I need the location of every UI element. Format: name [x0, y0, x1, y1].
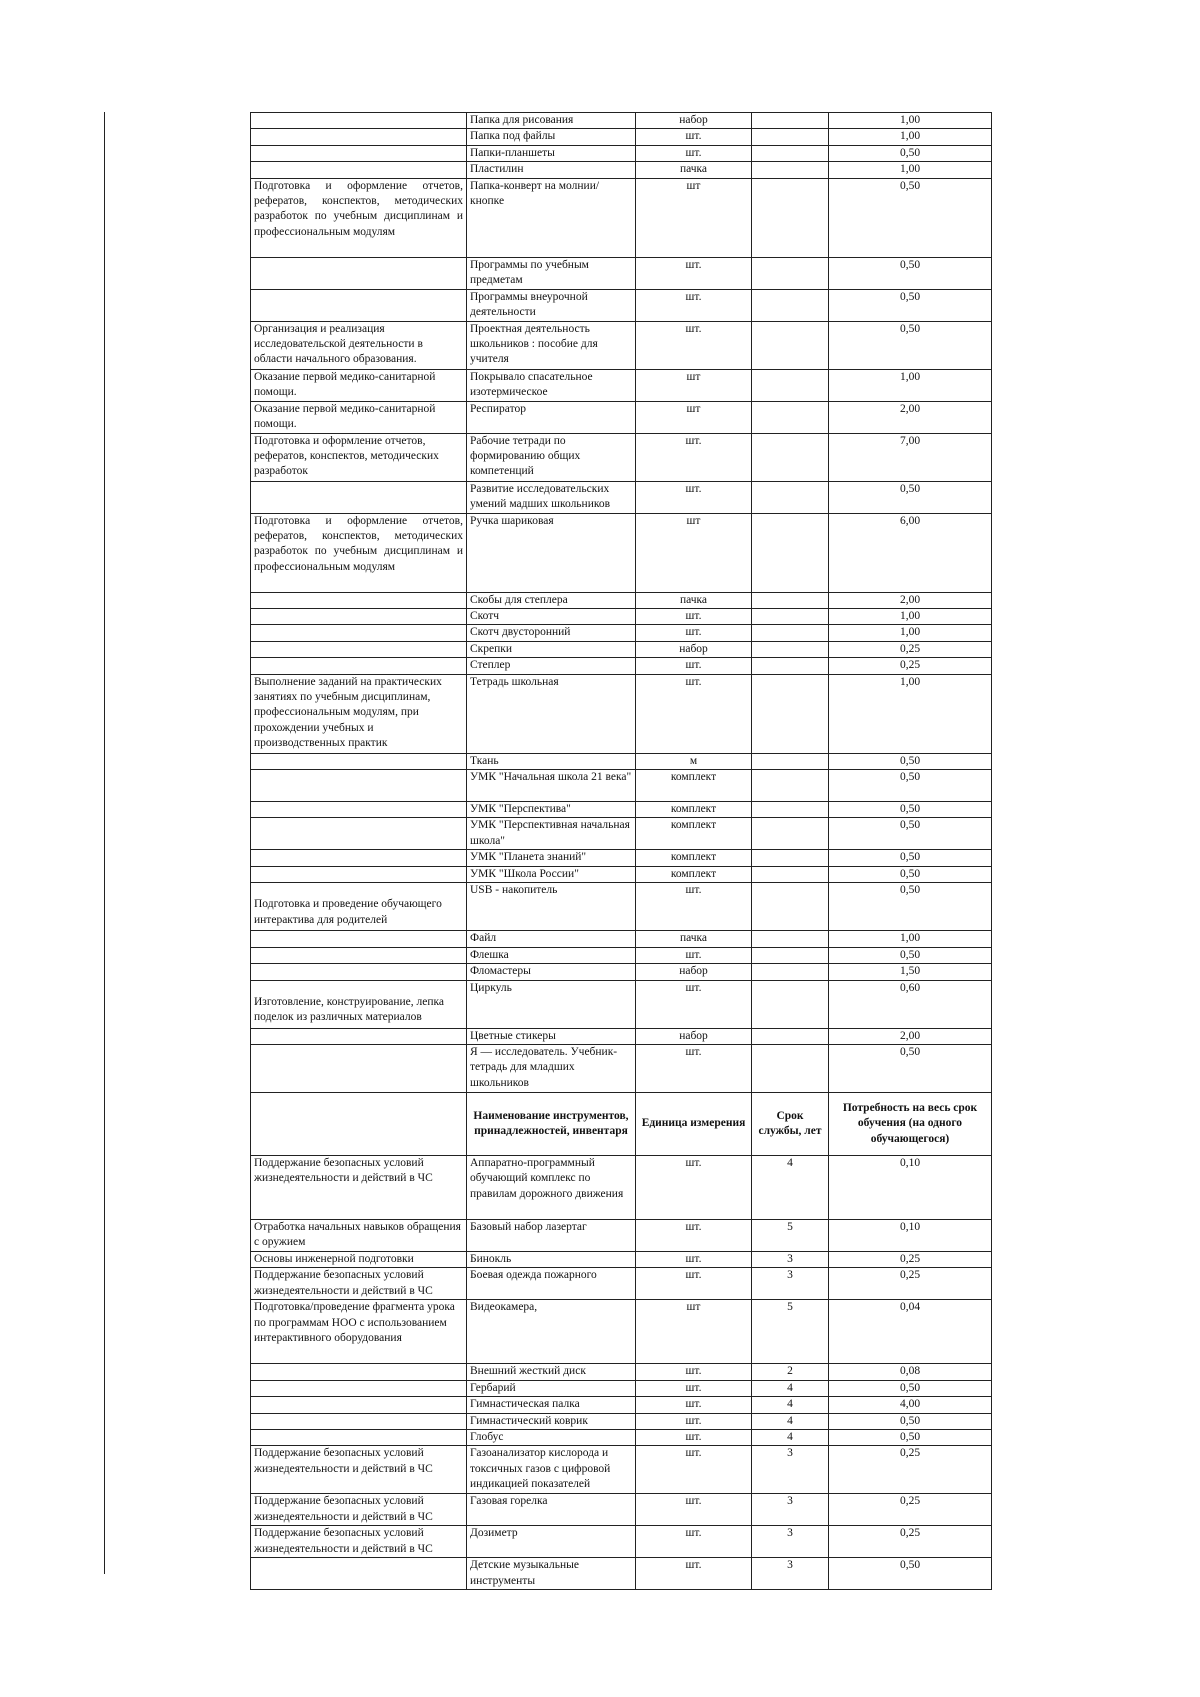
- purpose-cell: Поддержание безопасных условий жизнедеятельности и действий в ЧС: [251, 1446, 467, 1494]
- item-name-cell: УМК "Перспективная начальная школа": [467, 818, 636, 850]
- item-name-cell: Ткань: [467, 753, 636, 769]
- item-name-cell: Гимнастический коврик: [467, 1413, 636, 1429]
- item-name-cell: Гербарий: [467, 1380, 636, 1396]
- purpose-cell: [251, 1429, 467, 1445]
- unit-cell: шт.: [636, 1494, 752, 1526]
- service-life-cell: 3: [752, 1446, 829, 1494]
- table-row: [251, 1558, 992, 1590]
- item-name-cell: УМК "Планета знаний": [467, 850, 636, 866]
- quantity-cell: 0,25: [829, 1526, 992, 1558]
- table-row: [251, 947, 992, 963]
- unit-cell: набор: [636, 641, 752, 657]
- item-name-cell: Проектная деятельность школьников : пособие для учителя: [467, 321, 636, 369]
- purpose-cell: [251, 289, 467, 321]
- quantity-cell: 2,00: [829, 401, 992, 433]
- purpose-cell: Поддержание безопасных условий жизнедеятельности и действий в ЧС: [251, 1526, 467, 1558]
- purpose-cell: [251, 113, 467, 129]
- purpose-cell: Подготовка и оформление отчетов, рефератов, конспектов, методических разработок: [251, 433, 467, 481]
- item-name-cell: USB - накопитель: [467, 883, 636, 931]
- item-name-cell: Газовая горелка: [467, 1494, 636, 1526]
- item-name-cell: Аппаратно-программный обучающий комплекс по правилам дорожного движения: [467, 1155, 636, 1219]
- service-life-cell: [752, 964, 829, 980]
- quantity-cell: 0,50: [829, 1413, 992, 1429]
- purpose-cell: [251, 964, 467, 980]
- quantity-cell: 0,50: [829, 178, 992, 257]
- table-row: [251, 609, 992, 625]
- service-life-cell: [752, 658, 829, 674]
- quantity-cell: 0,50: [829, 1429, 992, 1445]
- purpose-cell: [251, 753, 467, 769]
- service-life-cell: [752, 802, 829, 818]
- table-row: [251, 980, 992, 1028]
- table-row: [251, 1380, 992, 1396]
- purpose-cell: [251, 1558, 467, 1590]
- purpose-cell: [251, 145, 467, 161]
- materials-section: [251, 113, 992, 1093]
- header-service-life: Срок службы, лет: [752, 1092, 829, 1155]
- item-name-cell: Газоанализатор кислорода и токсичных газов с цифровой индикацией показателей: [467, 1446, 636, 1494]
- quantity-cell: 0,04: [829, 1300, 992, 1364]
- tools-section: [251, 1155, 992, 1589]
- item-name-cell: Я — исследователь. Учебник-тетрадь для младших школьников: [467, 1044, 636, 1092]
- table-row: [251, 1413, 992, 1429]
- service-life-cell: [752, 481, 829, 513]
- purpose-cell: Поддержание безопасных условий жизнедеятельности и действий в ЧС: [251, 1268, 467, 1300]
- item-name-cell: Циркуль: [467, 980, 636, 1028]
- table-row: [251, 1219, 992, 1251]
- service-life-cell: 4: [752, 1155, 829, 1219]
- table-row: [251, 1028, 992, 1044]
- table-row: [251, 770, 992, 802]
- quantity-cell: 0,50: [829, 1044, 992, 1092]
- quantity-cell: 1,50: [829, 964, 992, 980]
- unit-cell: комплект: [636, 802, 752, 818]
- purpose-cell: [251, 1380, 467, 1396]
- purpose-cell: [251, 481, 467, 513]
- quantity-cell: 1,00: [829, 625, 992, 641]
- purpose-cell: [251, 162, 467, 178]
- table-row: [251, 1429, 992, 1445]
- table-row: [251, 641, 992, 657]
- service-life-cell: [752, 850, 829, 866]
- service-life-cell: 5: [752, 1300, 829, 1364]
- quantity-cell: 0,50: [829, 1558, 992, 1590]
- unit-cell: шт.: [636, 1526, 752, 1558]
- quantity-cell: 1,00: [829, 931, 992, 947]
- service-life-cell: [752, 433, 829, 481]
- table-row: [251, 866, 992, 882]
- table-row: [251, 1526, 992, 1558]
- item-name-cell: Дозиметр: [467, 1526, 636, 1558]
- unit-cell: шт.: [636, 1558, 752, 1590]
- table-row: [251, 964, 992, 980]
- tools-header-section: [251, 1092, 992, 1155]
- item-name-cell: Тетрадь школьная: [467, 674, 636, 753]
- unit-cell: шт: [636, 513, 752, 592]
- unit-cell: шт.: [636, 674, 752, 753]
- table-row: [251, 883, 992, 931]
- table-row: [251, 178, 992, 257]
- unit-cell: комплект: [636, 818, 752, 850]
- item-name-cell: Базовый набор лазертаг: [467, 1219, 636, 1251]
- item-name-cell: Программы внеурочной деятельности: [467, 289, 636, 321]
- quantity-cell: 0,10: [829, 1155, 992, 1219]
- purpose-cell: [251, 609, 467, 625]
- purpose-cell: Подготовка и оформление отчетов, рефератов, конспектов, методических разработок по учебным дисциплинам и профессиональным модулям: [251, 513, 467, 592]
- purpose-cell: Оказание первой медико-санитарной помощи.: [251, 369, 467, 401]
- service-life-cell: 4: [752, 1413, 829, 1429]
- purpose-cell: Оказание первой медико-санитарной помощи.: [251, 401, 467, 433]
- service-life-cell: [752, 980, 829, 1028]
- item-name-cell: УМК "Перспектива": [467, 802, 636, 818]
- quantity-cell: 4,00: [829, 1397, 992, 1413]
- table-row: [251, 481, 992, 513]
- purpose-cell: Изготовление, конструирование, лепка поделок из различных материалов: [251, 980, 467, 1028]
- quantity-cell: 0,25: [829, 658, 992, 674]
- service-life-cell: [752, 369, 829, 401]
- service-life-cell: [752, 1044, 829, 1092]
- service-life-cell: [752, 162, 829, 178]
- quantity-cell: 1,00: [829, 674, 992, 753]
- quantity-cell: 0,50: [829, 321, 992, 369]
- unit-cell: шт.: [636, 1268, 752, 1300]
- unit-cell: шт.: [636, 1446, 752, 1494]
- item-name-cell: УМК "Начальная школа 21 века": [467, 770, 636, 802]
- item-name-cell: Программы по учебным предметам: [467, 257, 636, 289]
- purpose-cell: [251, 818, 467, 850]
- service-life-cell: [752, 866, 829, 882]
- item-name-cell: Гимнастическая палка: [467, 1397, 636, 1413]
- item-name-cell: Папка-конверт на молнии/кнопке: [467, 178, 636, 257]
- item-name-cell: Фломастеры: [467, 964, 636, 980]
- item-name-cell: Боевая одежда пожарного: [467, 1268, 636, 1300]
- purpose-cell: [251, 1044, 467, 1092]
- quantity-cell: 1,00: [829, 369, 992, 401]
- item-name-cell: Внешний жесткий диск: [467, 1364, 636, 1380]
- unit-cell: пачка: [636, 931, 752, 947]
- item-name-cell: Скотч двусторонний: [467, 625, 636, 641]
- quantity-cell: 0,50: [829, 289, 992, 321]
- unit-cell: шт.: [636, 609, 752, 625]
- table-row: [251, 1364, 992, 1380]
- unit-cell: шт.: [636, 321, 752, 369]
- quantity-cell: 0,25: [829, 1446, 992, 1494]
- unit-cell: шт.: [636, 1044, 752, 1092]
- left-margin-line: [104, 112, 105, 1574]
- quantity-cell: 2,00: [829, 1028, 992, 1044]
- service-life-cell: [752, 818, 829, 850]
- quantity-cell: 0,50: [829, 145, 992, 161]
- unit-cell: набор: [636, 113, 752, 129]
- table-row: [251, 113, 992, 129]
- unit-cell: шт.: [636, 1380, 752, 1396]
- service-life-cell: [752, 401, 829, 433]
- unit-cell: шт.: [636, 625, 752, 641]
- table-row: [251, 321, 992, 369]
- table-row: [251, 1300, 992, 1364]
- table-row: [251, 145, 992, 161]
- unit-cell: набор: [636, 1028, 752, 1044]
- unit-cell: шт: [636, 178, 752, 257]
- table-row: [251, 674, 992, 753]
- unit-cell: шт.: [636, 129, 752, 145]
- service-life-cell: 3: [752, 1558, 829, 1590]
- unit-cell: пачка: [636, 162, 752, 178]
- quantity-cell: 6,00: [829, 513, 992, 592]
- unit-cell: шт.: [636, 1397, 752, 1413]
- item-name-cell: Детские музыкальные инструменты: [467, 1558, 636, 1590]
- item-name-cell: Папка для рисования: [467, 113, 636, 129]
- quantity-cell: 0,25: [829, 1251, 992, 1267]
- item-name-cell: Флешка: [467, 947, 636, 963]
- table-row: [251, 1251, 992, 1267]
- service-life-cell: [752, 770, 829, 802]
- unit-cell: шт: [636, 1300, 752, 1364]
- quantity-cell: 0,50: [829, 753, 992, 769]
- purpose-cell: [251, 931, 467, 947]
- table-row: [251, 1155, 992, 1219]
- purpose-cell: [251, 802, 467, 818]
- item-name-cell: Бинокль: [467, 1251, 636, 1267]
- quantity-cell: 0,25: [829, 641, 992, 657]
- service-life-cell: 5: [752, 1219, 829, 1251]
- table-row: [251, 257, 992, 289]
- purpose-cell: [251, 850, 467, 866]
- table-row: [251, 289, 992, 321]
- service-life-cell: [752, 321, 829, 369]
- table-row: [251, 818, 992, 850]
- item-name-cell: Степлер: [467, 658, 636, 674]
- service-life-cell: 3: [752, 1268, 829, 1300]
- table-row: [251, 625, 992, 641]
- service-life-cell: 3: [752, 1251, 829, 1267]
- header-purpose: [251, 1092, 467, 1155]
- unit-cell: шт.: [636, 1251, 752, 1267]
- service-life-cell: 2: [752, 1364, 829, 1380]
- unit-cell: комплект: [636, 866, 752, 882]
- purpose-cell: Подготовка и оформление отчетов, рефератов, конспектов, методических разработок по учебным дисциплинам и профессиональным модулям: [251, 178, 467, 257]
- service-life-cell: [752, 609, 829, 625]
- purpose-cell: Подготовка и проведение обучающего интерактива для родителей: [251, 883, 467, 931]
- table-row: [251, 850, 992, 866]
- service-life-cell: [752, 113, 829, 129]
- purpose-cell: [251, 947, 467, 963]
- quantity-cell: 0,25: [829, 1268, 992, 1300]
- unit-cell: м: [636, 753, 752, 769]
- purpose-cell: [251, 1397, 467, 1413]
- unit-cell: шт.: [636, 145, 752, 161]
- table-row: [251, 513, 992, 592]
- unit-cell: шт: [636, 401, 752, 433]
- table-row: [251, 129, 992, 145]
- service-life-cell: 3: [752, 1494, 829, 1526]
- purpose-cell: [251, 658, 467, 674]
- purpose-cell: [251, 257, 467, 289]
- unit-cell: комплект: [636, 770, 752, 802]
- table-row: [251, 753, 992, 769]
- item-name-cell: Респиратор: [467, 401, 636, 433]
- service-life-cell: [752, 674, 829, 753]
- service-life-cell: 3: [752, 1526, 829, 1558]
- item-name-cell: Видеокамера,: [467, 1300, 636, 1364]
- unit-cell: шт.: [636, 980, 752, 1028]
- header-requirement: Потребность на весь срок обучения (на одного обучающегося): [829, 1092, 992, 1155]
- service-life-cell: [752, 753, 829, 769]
- item-name-cell: Ручка шариковая: [467, 513, 636, 592]
- header-item-name: Наименование инструментов, принадлежностей, инвентаря: [467, 1092, 636, 1155]
- purpose-cell: Организация и реализация исследовательской деятельности в области начального образования.: [251, 321, 467, 369]
- quantity-cell: 1,00: [829, 162, 992, 178]
- quantity-cell: 0,08: [829, 1364, 992, 1380]
- quantity-cell: 0,50: [829, 257, 992, 289]
- quantity-cell: 0,10: [829, 1219, 992, 1251]
- table-row: [251, 658, 992, 674]
- unit-cell: шт.: [636, 658, 752, 674]
- purpose-cell: [251, 1364, 467, 1380]
- unit-cell: шт.: [636, 257, 752, 289]
- item-name-cell: Скобы для степлера: [467, 592, 636, 608]
- unit-cell: шт.: [636, 883, 752, 931]
- quantity-cell: 0,50: [829, 947, 992, 963]
- unit-cell: шт.: [636, 947, 752, 963]
- service-life-cell: [752, 641, 829, 657]
- quantity-cell: 0,60: [829, 980, 992, 1028]
- quantity-cell: 0,50: [829, 1380, 992, 1396]
- unit-cell: шт: [636, 369, 752, 401]
- quantity-cell: 1,00: [829, 113, 992, 129]
- unit-cell: шт.: [636, 1429, 752, 1445]
- quantity-cell: 1,00: [829, 609, 992, 625]
- service-life-cell: [752, 289, 829, 321]
- purpose-cell: [251, 129, 467, 145]
- purpose-cell: [251, 770, 467, 802]
- supplies-table: [250, 112, 992, 1590]
- quantity-cell: 7,00: [829, 433, 992, 481]
- purpose-cell: [251, 866, 467, 882]
- item-name-cell: Глобус: [467, 1429, 636, 1445]
- table-row: [251, 592, 992, 608]
- purpose-cell: Поддержание безопасных условий жизнедеятельности и действий в ЧС: [251, 1494, 467, 1526]
- unit-cell: шт.: [636, 481, 752, 513]
- table-row: [251, 802, 992, 818]
- unit-cell: шт.: [636, 433, 752, 481]
- service-life-cell: 4: [752, 1429, 829, 1445]
- quantity-cell: 0,50: [829, 883, 992, 931]
- service-life-cell: [752, 145, 829, 161]
- tools-header-row: [251, 1092, 992, 1155]
- quantity-cell: 0,50: [829, 818, 992, 850]
- quantity-cell: 0,50: [829, 850, 992, 866]
- unit-cell: набор: [636, 964, 752, 980]
- quantity-cell: 1,00: [829, 129, 992, 145]
- item-name-cell: УМК "Школа России": [467, 866, 636, 882]
- purpose-cell: Выполнение заданий на практических занятиях по учебным дисциплинам, профессиональным модулям, при прохождении учебных и производственных практик: [251, 674, 467, 753]
- item-name-cell: Рабочие тетради по формированию общих компетенций: [467, 433, 636, 481]
- quantity-cell: 2,00: [829, 592, 992, 608]
- unit-cell: шт.: [636, 1364, 752, 1380]
- item-name-cell: Папки-планшеты: [467, 145, 636, 161]
- item-name-cell: Скрепки: [467, 641, 636, 657]
- unit-cell: шт.: [636, 289, 752, 321]
- purpose-cell: Основы инженерной подготовки: [251, 1251, 467, 1267]
- service-life-cell: [752, 592, 829, 608]
- item-name-cell: Скотч: [467, 609, 636, 625]
- purpose-cell: [251, 641, 467, 657]
- unit-cell: шт.: [636, 1155, 752, 1219]
- header-unit: Единица измерения: [636, 1092, 752, 1155]
- quantity-cell: 0,50: [829, 802, 992, 818]
- purpose-cell: [251, 1413, 467, 1429]
- item-name-cell: Файл: [467, 931, 636, 947]
- service-life-cell: [752, 947, 829, 963]
- service-life-cell: [752, 1028, 829, 1044]
- table-row: [251, 369, 992, 401]
- quantity-cell: 0,25: [829, 1494, 992, 1526]
- service-life-cell: [752, 931, 829, 947]
- table-row: [251, 162, 992, 178]
- service-life-cell: [752, 625, 829, 641]
- quantity-cell: 0,50: [829, 481, 992, 513]
- purpose-cell: Отработка начальных навыков обращения с оружием: [251, 1219, 467, 1251]
- service-life-cell: [752, 257, 829, 289]
- service-life-cell: [752, 178, 829, 257]
- item-name-cell: Цветные стикеры: [467, 1028, 636, 1044]
- unit-cell: шт.: [636, 1219, 752, 1251]
- purpose-cell: [251, 1028, 467, 1044]
- quantity-cell: 0,50: [829, 866, 992, 882]
- purpose-cell: Подготовка/проведение фрагмента урока по программам НОО с использованием интерактивного оборудования: [251, 1300, 467, 1364]
- service-life-cell: [752, 129, 829, 145]
- service-life-cell: [752, 883, 829, 931]
- table-row: [251, 1446, 992, 1494]
- item-name-cell: Пластилин: [467, 162, 636, 178]
- table-row: [251, 1044, 992, 1092]
- table-row: [251, 1397, 992, 1413]
- table-row: [251, 1494, 992, 1526]
- table-row: [251, 931, 992, 947]
- table-row: [251, 433, 992, 481]
- item-name-cell: Покрывало спасательное изотермическое: [467, 369, 636, 401]
- service-life-cell: [752, 513, 829, 592]
- table-row: [251, 401, 992, 433]
- unit-cell: пачка: [636, 592, 752, 608]
- purpose-cell: [251, 592, 467, 608]
- service-life-cell: 4: [752, 1380, 829, 1396]
- item-name-cell: Папка под файлы: [467, 129, 636, 145]
- unit-cell: шт.: [636, 1413, 752, 1429]
- unit-cell: комплект: [636, 850, 752, 866]
- table-row: [251, 1268, 992, 1300]
- purpose-cell: [251, 625, 467, 641]
- purpose-cell: Поддержание безопасных условий жизнедеятельности и действий в ЧС: [251, 1155, 467, 1219]
- quantity-cell: 0,50: [829, 770, 992, 802]
- service-life-cell: 4: [752, 1397, 829, 1413]
- item-name-cell: Развитие исследовательских умений мадших школьников: [467, 481, 636, 513]
